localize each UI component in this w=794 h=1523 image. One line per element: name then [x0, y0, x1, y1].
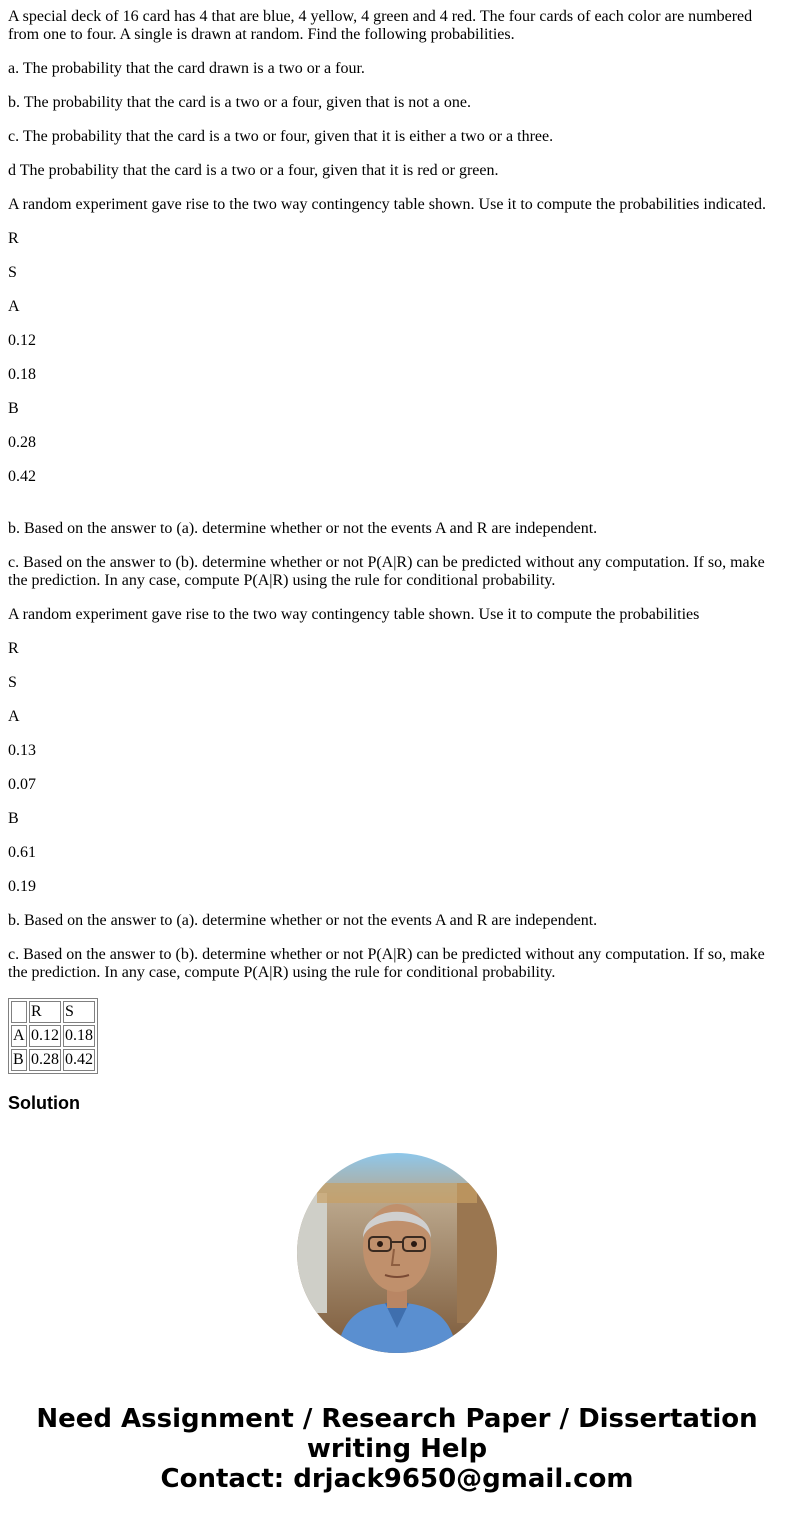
problem1-part-c: c. The probability that the card is a two or four, given that it is either a two or a three.: [8, 128, 554, 145]
problem2-cell: 0.42: [8, 468, 36, 485]
problem2-part-c: c. Based on the answer to (b). determine whether or not P(A|R) can be predicted without any computation. If so, make the prediction. In any case, compute P(A|R) using the rule for conditional probability.: [8, 554, 765, 589]
problem3-cell: R: [8, 640, 19, 657]
problem3-cell: A: [8, 708, 20, 725]
problem2-cell: 0.12: [8, 332, 36, 349]
problem3-cell: 0.61: [8, 844, 36, 861]
promo-banner: [0, 1404, 794, 1494]
table-header-cell: S: [63, 1001, 95, 1023]
table-cell: 0.12: [29, 1025, 61, 1047]
table-row: [11, 1049, 95, 1071]
problem1-intro: A special deck of 16 card has 4 that are blue, 4 yellow, 4 green and 4 red. The four cards of each color are numbered from one to four. A single is drawn at random. Find the following probabilities.: [8, 8, 753, 43]
problem2-cell: A: [8, 298, 20, 315]
tutor-portrait-image: [297, 1153, 497, 1353]
problem3-cell: 0.07: [8, 776, 36, 793]
table-cell: B: [11, 1049, 27, 1071]
promo-contact: Contact: drjack9650@gmail.com: [160, 1464, 634, 1494]
problem3-part-b: b. Based on the answer to (a). determine whether or not the events A and R are independent.: [8, 912, 598, 929]
table-cell: 0.28: [29, 1049, 61, 1071]
problem2-cell: S: [8, 264, 17, 281]
problem2-cell: R: [8, 230, 19, 247]
problem3-cell: 0.13: [8, 742, 36, 759]
problem2-intro: A random experiment gave rise to the two way contingency table shown. Use it to compute the probabilities indicated.: [8, 196, 767, 213]
table-cell: 0.42: [63, 1049, 95, 1071]
problem3-cell: S: [8, 674, 17, 691]
solution-heading: Solution: [8, 1093, 80, 1113]
problem2-cell: 0.28: [8, 434, 36, 451]
table-cell: 0.18: [63, 1025, 95, 1047]
problem3-part-c: c. Based on the answer to (b). determine whether or not P(A|R) can be predicted without any computation. If so, make the prediction. In any case, compute P(A|R) using the rule for conditional probability.: [8, 946, 765, 981]
table-cell: A: [11, 1025, 27, 1047]
table-header-cell: [11, 1001, 27, 1023]
problem2-part-b: b. Based on the answer to (a). determine whether or not the events A and R are independent.: [8, 520, 598, 537]
problem3-cell: B: [8, 810, 19, 827]
problem2-cell: 0.18: [8, 366, 36, 383]
table-row: [11, 1025, 95, 1047]
problem3-intro: A random experiment gave rise to the two way contingency table shown. Use it to compute the probabilities: [8, 606, 700, 623]
promo-line: Need Assignment / Research Paper / Dissertation: [36, 1404, 758, 1434]
contingency-table: [8, 998, 98, 1074]
problem1-part-a: a. The probability that the card drawn is a two or a four.: [8, 60, 365, 77]
problem1-part-b: b. The probability that the card is a two or a four, given that is not a one.: [8, 94, 471, 111]
promo-line: writing Help: [306, 1434, 488, 1464]
problem2-cell: B: [8, 400, 19, 417]
problem3-cell: 0.19: [8, 878, 36, 895]
table-header-cell: R: [29, 1001, 61, 1023]
problem1-part-d: d The probability that the card is a two or a four, given that it is red or green.: [8, 162, 499, 179]
table-row: [11, 1001, 95, 1023]
avatar: [297, 1153, 497, 1353]
